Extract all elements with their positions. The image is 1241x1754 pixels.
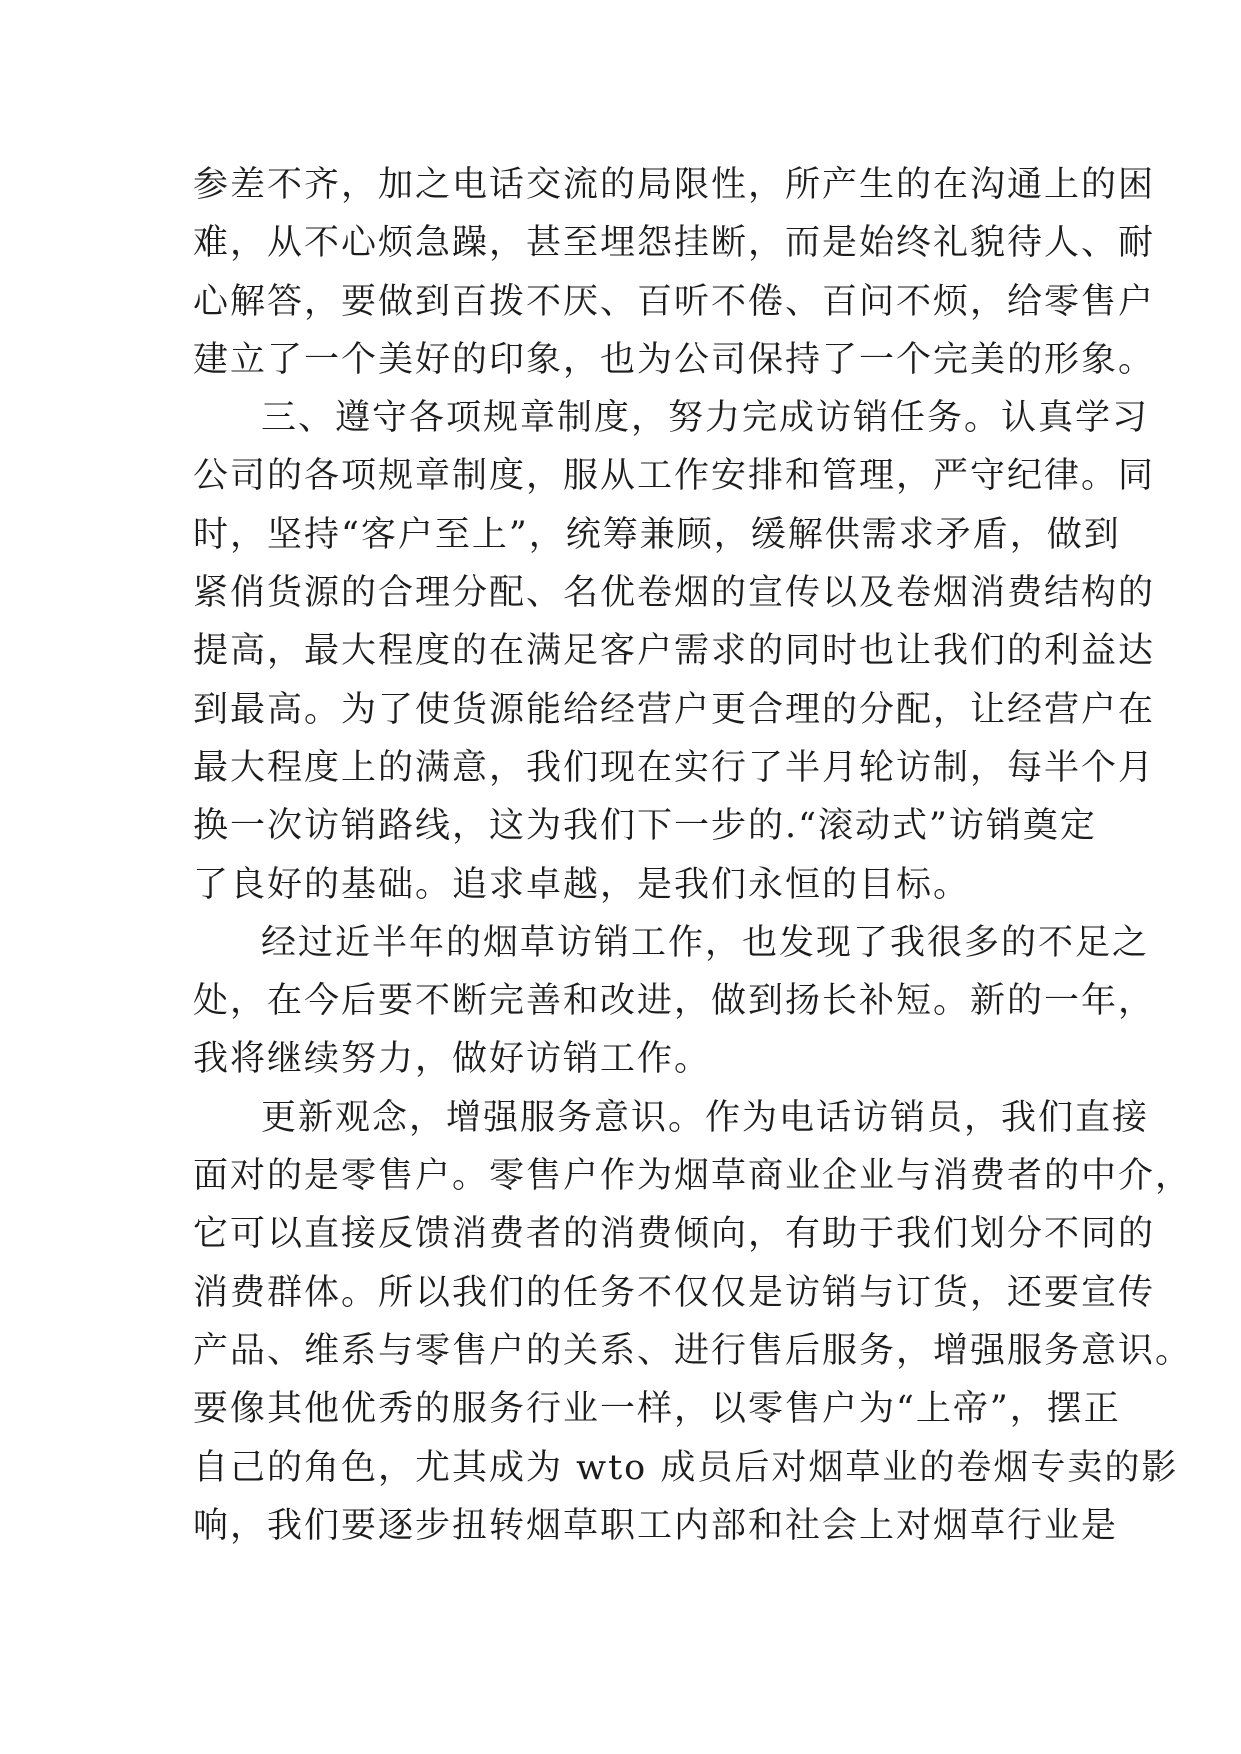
text-line: 提高，最大程度的在满足客户需求的同时也让我们的利益达 (193, 631, 1156, 672)
text-line: 参差不齐，加之电话交流的局限性，所产生的在沟通上的困 (193, 165, 1156, 205)
text-line: 了良好的基础。追求卓越，是我们永恒的目标。 (193, 864, 971, 905)
text-line: 响，我们要逐步扭转烟草职工内部和社会上对烟草行业是 (193, 1505, 1119, 1546)
text-line: 三、遵守各项规章制度，努力完成访销任务。认真学习 (261, 398, 1150, 439)
text-line: 时，坚持“客户至上”，统筹兼顾，缓解供需求矛盾，做到 (193, 514, 1121, 555)
text-line: 产品、维系与零售户的关系、进行售后服务，增强服务意识。 (193, 1330, 1193, 1371)
text-line: 公司的各项规章制度，服从工作安排和管理，严守纪律。同 (193, 456, 1156, 497)
text-line: 面对的是零售户。零售户作为烟草商业企业与消费者的中介， (193, 1156, 1193, 1197)
text-line: 建立了一个美好的印象，也为公司保持了一个完美的形象。 (193, 339, 1156, 380)
text-line: 紧俏货源的合理分配、名优卷烟的宣传以及卷烟消费结构的 (193, 573, 1156, 614)
text-line: 换一次访销路线，这为我们下一步的.“滚动式”访销奠定 (193, 806, 1097, 847)
text-line: 最大程度上的满意，我们现在实行了半月轮访制，每半个月 (193, 747, 1156, 788)
text-line: 消费群体。所以我们的任务不仅仅是访销与订货，还要宣传 (193, 1272, 1156, 1313)
text-line: 更新观念，增强服务意识。作为电话访销员，我们直接 (261, 1097, 1150, 1138)
text-line: 要像其他优秀的服务行业一样，以零售户为“上帝”，摆正 (193, 1389, 1121, 1430)
text-line: 处，在今后要不断完善和改进，做到扬长补短。新的一年， (193, 981, 1156, 1022)
text-line: 我将继续努力，做好访销工作。 (193, 1039, 712, 1080)
text-line: 自己的角色，尤其成为 wto 成员后对烟草业的卷烟专卖的影 (193, 1447, 1179, 1488)
text-line: 到最高。为了使货源能给经营户更合理的分配，让经营户在 (193, 689, 1156, 730)
document-body (193, 156, 1193, 1555)
text-line: 难，从不心烦急躁，甚至埋怨挂断，而是始终礼貌待人、耐 (193, 223, 1156, 264)
text-line: 经过近半年的烟草访销工作，也发现了我很多的不足之 (261, 922, 1150, 963)
text-line: 它可以直接反馈消费者的消费倾向，有助于我们划分不同的 (193, 1214, 1156, 1255)
text-line: 心解答，要做到百拨不厌、百听不倦、百问不烦，给零售户 (193, 281, 1156, 322)
